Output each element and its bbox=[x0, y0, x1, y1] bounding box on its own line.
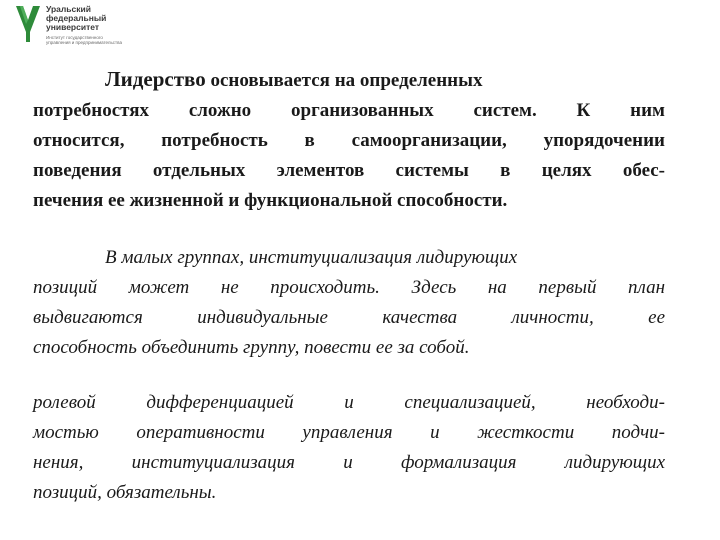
paragraph3-line-2: мостью оперативности управления и жесткости подчи- bbox=[33, 422, 665, 443]
paragraph1-line-1 bbox=[33, 64, 665, 96]
paragraph3-line-3: нения, институциализация и формализация лидирующих bbox=[33, 452, 665, 473]
paragraph2-line-3: выдвигаются индивидуальные качества личности, ее bbox=[33, 307, 665, 328]
paragraph1-line-2: потребностях сложно организованных систем. К ним bbox=[33, 100, 665, 121]
paragraph2-line-4: способность объединить группу, повести ее за собой. bbox=[33, 337, 470, 358]
paragraph1-line-3: относится, потребность в самоорганизации, упорядочении bbox=[33, 130, 665, 151]
paragraph2-line-2: позиций может не происходить. Здесь на первый план bbox=[33, 277, 665, 298]
institute-line-2: управления и предпринимательства bbox=[46, 40, 122, 45]
university-header bbox=[14, 4, 214, 48]
paragraph3-line-1: ролевой дифференциацией и специализацией, необходи- bbox=[33, 392, 665, 413]
institute-line-1: Институт государственного bbox=[46, 35, 103, 40]
paragraph2-line-1: В малых группах, институциализация лидирующих bbox=[105, 247, 518, 268]
paragraph-role-differentiation bbox=[33, 388, 665, 508]
paragraph3-line-4: позиций, обязательны. bbox=[33, 482, 217, 503]
institute-name bbox=[46, 35, 122, 45]
paragraph-leadership-needs bbox=[33, 64, 665, 216]
logo-line-3: университет bbox=[46, 22, 100, 32]
university-name bbox=[46, 5, 106, 32]
logo-line-1: Уральский bbox=[46, 4, 91, 14]
paragraph1-line-5: печения ее жизненной и функциональной способности. bbox=[33, 190, 508, 211]
paragraph1-line-4: поведения отдельных элементов системы в целях обес- bbox=[33, 160, 665, 181]
paragraph1-line-1-text: основывается на определенных bbox=[205, 70, 483, 91]
ural-federal-university-logo-icon bbox=[14, 4, 42, 44]
logo-line-2: федеральный bbox=[46, 13, 107, 23]
paragraph-small-groups bbox=[33, 243, 665, 363]
lead-word: Лидерство bbox=[105, 67, 206, 91]
